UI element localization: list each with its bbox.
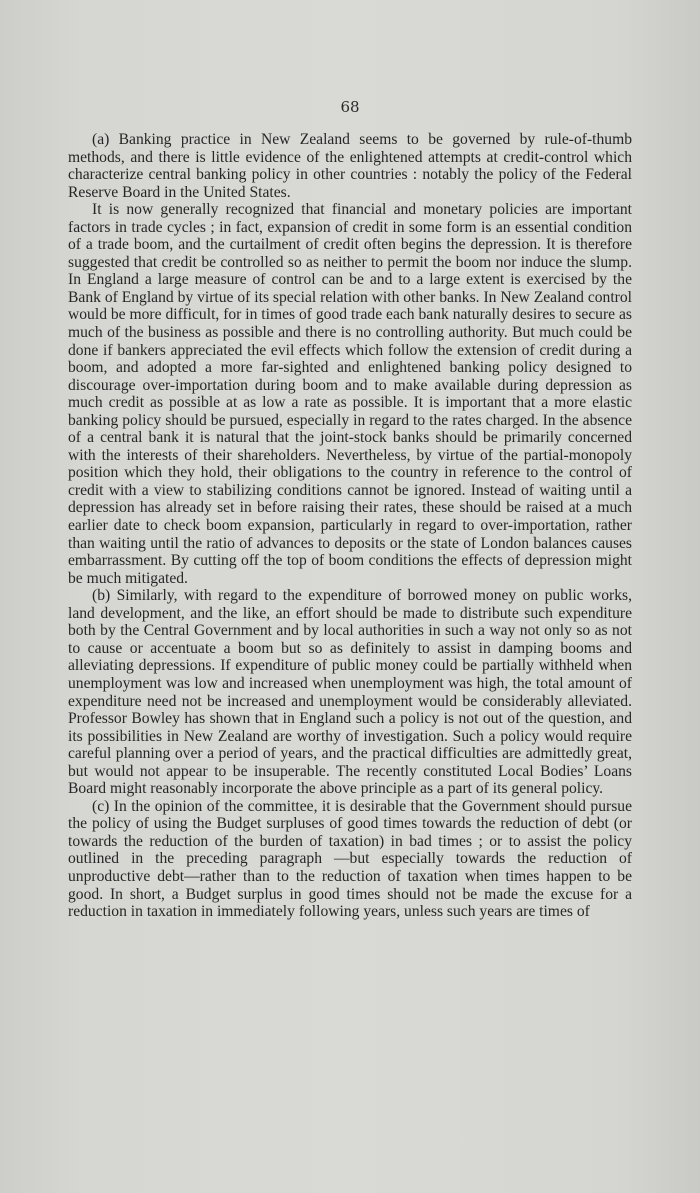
body-text [68,131,632,921]
paragraph-credit-control: It is now generally recognized that financial and monetary policies are important factors in trade cycles ; in fact, expansion of credit in some form is an essential condition of a trade boom, and the curtailment of credit often begins the depression. It is therefore suggested that credit be controlled so as neither to permit the boom nor induce the slump. In England a large measure of control can be and to a large extent is exercised by the Bank of England by virtue of its special relation with other banks. In New Zealand control would be more difficult, for in times of good trade each bank naturally desires to secure as much of the business as possible and there is no controlling authority. But much could be done if bankers appreciated the evil effects which follow the extension of credit during a boom, and adopted a more far-sighted and enlightened banking policy designed to discourage over-importation during boom and to make available during depression as much credit as possible at as low a rate as possible. It is important that a more elastic banking policy should be pursued, especially in regard to the rates charged. In the absence of a central bank it is natural that the joint-stock banks should be primarily concerned with the interests of their shareholders. Nevertheless, by virtue of the partial-monopoly position which they hold, their obligations to the country in reference to the control of credit with a view to stabilizing conditions cannot be ignored. Instead of waiting until a depression has already set in before raising their rates, these should be raised at a much earlier date to check boom expansion, particularly in regard to over-importation, rather than waiting until the ratio of advances to deposits or the state of London balances causes embarrassment. By cutting off the top of boom conditions the effects of depression might be much mitigated. [68,201,632,587]
page-number: 68 [340,98,360,116]
paragraph-budget-surplus: (c) In the opinion of the committee, it is desirable that the Government should pursue the policy of using the Budget surpluses of good times towards the reduction of debt (or towards the reduction of the burden of taxation) in bad times ; or to assist the policy outlined in the preceding paragraph —but especially towards the reduction of unproductive debt—rather than to the reduction of taxation when times happen to be good. In short, a Budget surplus in good times should not be made the excuse for a reduction in taxation in immediately following years, unless such years are times of [68,797,632,921]
paragraph-public-expenditure: (b) Similarly, with regard to the expenditure of borrowed money on public works, land development, and the like, an effort should be made to distribute such expenditure both by the Central Government and by local authorities in such a way not only so as not to cause or accentuate a boom but so as definitely to assist in damping booms and alleviating depressions. If expenditure of public money could be partially withheld when unemployment was low and increased when unemployment was high, the total amount of expenditure need not be increased and unemployment would be considerably alleviated. Professor Bowley has shown that in England such a policy is not out of the question, and its possibilities in New Zealand are worthy of investigation. Such a policy would require careful planning over a period of years, and the practical difficulties are admittedly great, but would not appear to be insuperable. The recently constituted Local Bodies’ Loans Board might reasonably incorporate the above principle as a part of its general policy. [68,587,632,798]
paragraph-banking-practice: (a) Banking practice in New Zealand seems to be governed by rule-of-thumb methods, and there is little evidence of the enlightened attempts at credit-control which characterize central banking policy in other countries : notably the policy of the Federal Reserve Board in the United States. [68,131,632,201]
